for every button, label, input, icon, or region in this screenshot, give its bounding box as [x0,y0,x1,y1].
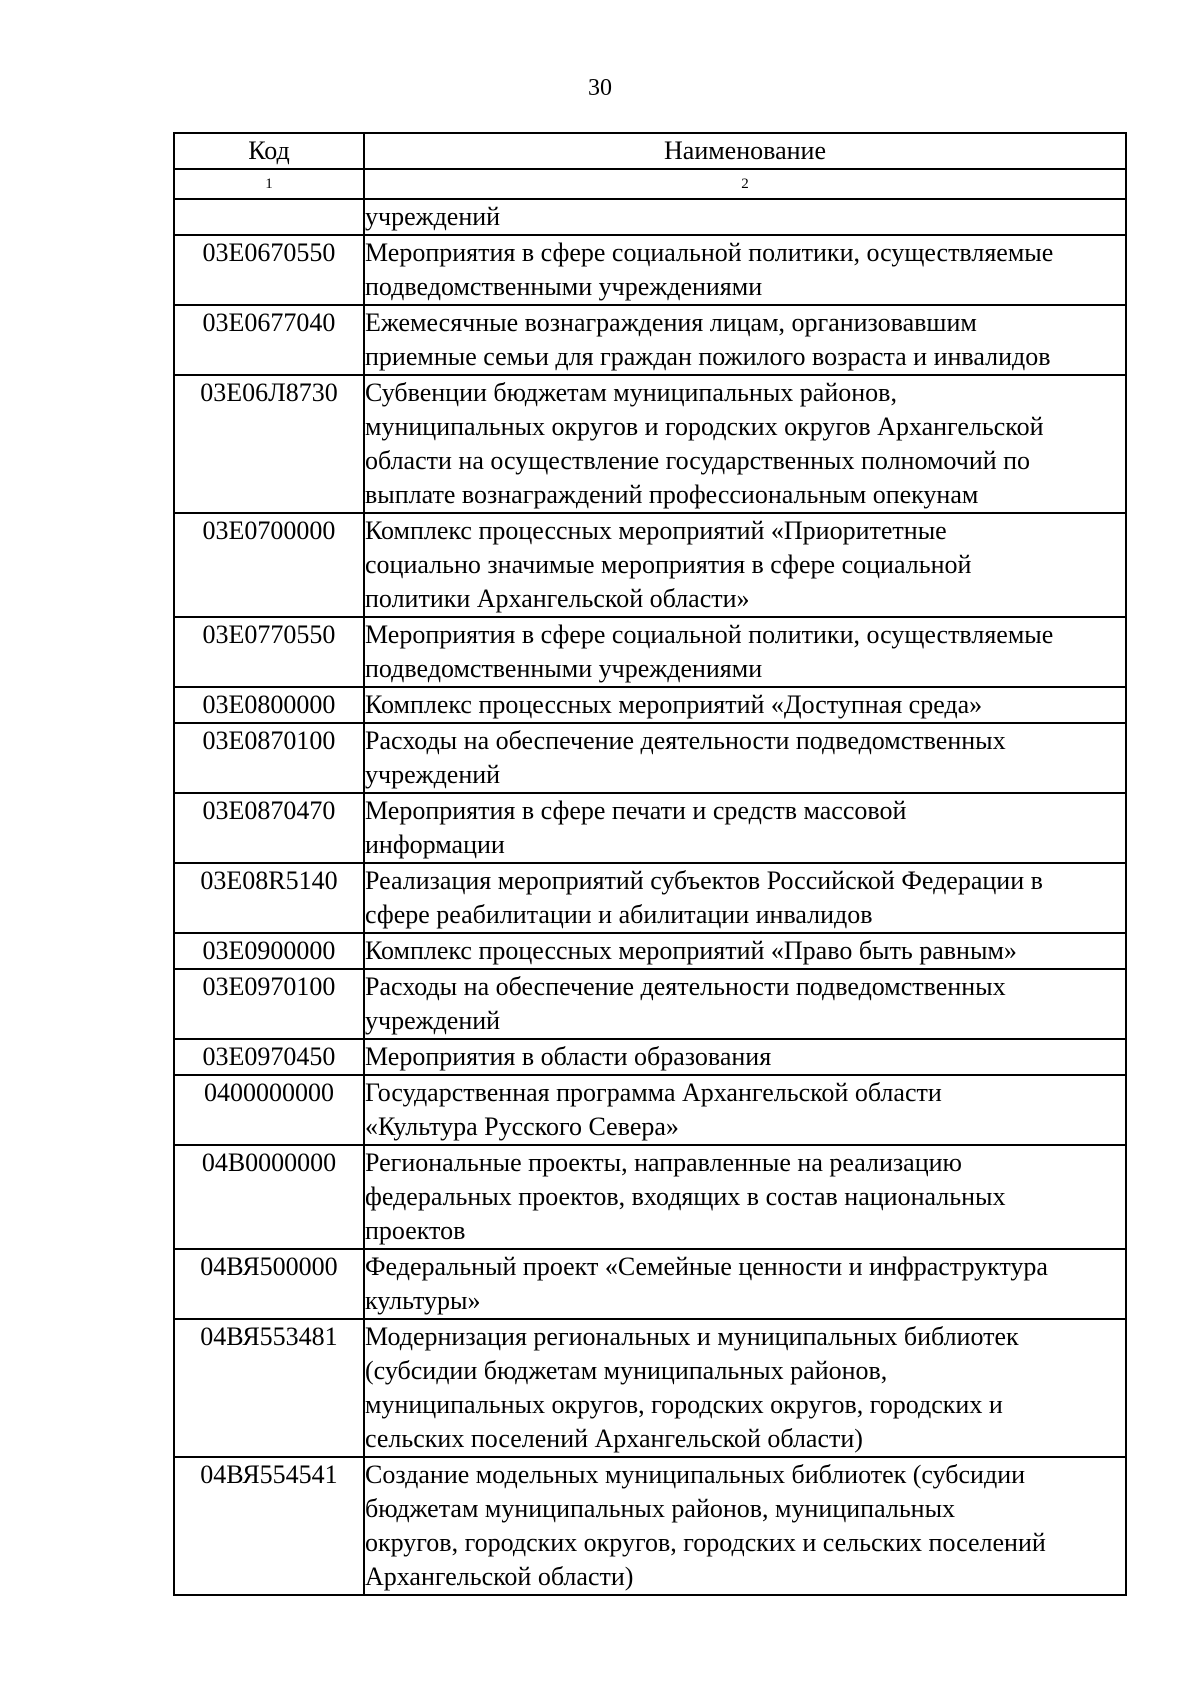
row-name-line: Реализация мероприятий субъектов Российской Федерации в [365,866,1043,895]
table-row [174,235,1126,305]
row-name [364,1319,1126,1457]
row-name-line: Федеральный проект «Семейные ценности и инфраструктура [365,1252,1048,1281]
row-code: 03Е0970450 [174,1039,364,1075]
row-name-line: Мероприятия в сфере социальной политики, осуществляемые [365,238,1054,267]
row-name [364,933,1126,969]
table-row [174,793,1126,863]
row-name-line: Создание модельных муниципальных библиотек (субсидии [365,1460,1026,1489]
row-name-line: Комплекс процессных мероприятий «Право быть равным» [365,936,1017,965]
row-name-line: Архангельской области) [365,1562,634,1591]
column-index-1: 1 [174,169,364,199]
row-code: 03Е0900000 [174,933,364,969]
row-name-line: Субвенции бюджетам муниципальных районов, [365,378,897,407]
table-row [174,1319,1126,1457]
row-name [364,1039,1126,1075]
table-row [174,863,1126,933]
row-name-line: сельских поселений Архангельской области) [365,1424,863,1453]
row-name-line: Комплекс процессных мероприятий «Доступная среда» [365,690,983,719]
row-code: 04В0000000 [174,1145,364,1249]
row-code: 04ВЯ500000 [174,1249,364,1319]
table-row [174,617,1126,687]
row-name-line: бюджетам муниципальных районов, муниципальных [365,1494,956,1523]
table-row [174,1145,1126,1249]
row-name-line: сфере реабилитации и абилитации инвалидов [365,900,873,929]
row-code [174,199,364,235]
row-name [364,1457,1126,1595]
table-row [174,1457,1126,1595]
row-name [364,375,1126,513]
row-name-line: политики Архангельской области» [365,584,750,613]
row-name [364,863,1126,933]
budget-classification-table [173,132,1127,1596]
table-body [174,199,1126,1595]
row-code: 03Е0970100 [174,969,364,1039]
table-row [174,687,1126,723]
row-name [364,969,1126,1039]
table-row [174,513,1126,617]
row-name-line: Расходы на обеспечение деятельности подведомственных [365,972,1006,1001]
row-name-line: Комплекс процессных мероприятий «Приоритетные [365,516,947,545]
row-code: 03Е0870470 [174,793,364,863]
row-name-line: учреждений [365,202,501,231]
row-name [364,617,1126,687]
row-name [364,793,1126,863]
row-name-line: подведомственными учреждениями [365,654,763,683]
row-name [364,1145,1126,1249]
row-code: 0400000000 [174,1075,364,1145]
row-name [364,235,1126,305]
row-code: 03Е0770550 [174,617,364,687]
row-code: 03Е0870100 [174,723,364,793]
row-code: 03Е08R5140 [174,863,364,933]
row-code: 04ВЯ553481 [174,1319,364,1457]
row-name-line: информации [365,830,505,859]
row-code: 03Е0800000 [174,687,364,723]
row-name-line: Модернизация региональных и муниципальных библиотек [365,1322,1019,1351]
row-code: 04ВЯ554541 [174,1457,364,1595]
table-row [174,1039,1126,1075]
row-name [364,1075,1126,1145]
row-name-line: учреждений [365,760,501,789]
row-name-line: муниципальных округов, городских округов, городских и [365,1390,1003,1419]
table-header-row [174,133,1126,169]
row-name-line: Мероприятия в сфере печати и средств массовой [365,796,907,825]
row-name [364,687,1126,723]
table-row [174,375,1126,513]
row-name-line: выплате вознаграждений профессиональным опекунам [365,480,979,509]
row-name [364,199,1126,235]
row-name-line: приемные семьи для граждан пожилого возраста и инвалидов [365,342,1051,371]
row-name-line: Региональные проекты, направленные на реализацию [365,1148,962,1177]
table-row [174,969,1126,1039]
header-name: Наименование [364,133,1126,169]
column-index-row [174,169,1126,199]
row-name-line: социально значимые мероприятия в сфере социальной [365,550,972,579]
row-name-line: Мероприятия в сфере социальной политики, осуществляемые [365,620,1054,649]
header-code: Код [174,133,364,169]
row-name-line: Расходы на обеспечение деятельности подведомственных [365,726,1006,755]
row-name-line: Государственная программа Архангельской области [365,1078,942,1107]
row-code: 03Е0677040 [174,305,364,375]
table-row [174,933,1126,969]
row-name [364,723,1126,793]
row-name-line: (субсидии бюджетам муниципальных районов, [365,1356,888,1385]
row-name-line: области на осуществление государственных полномочий по [365,446,1031,475]
row-name-line: федеральных проектов, входящих в состав национальных [365,1182,1006,1211]
table-row [174,305,1126,375]
table-row [174,199,1126,235]
row-name-line: «Культура Русского Севера» [365,1112,679,1141]
row-name-line: учреждений [365,1006,501,1035]
row-code: 03Е0670550 [174,235,364,305]
table-row [174,1075,1126,1145]
row-name [364,513,1126,617]
table-row [174,1249,1126,1319]
row-code: 03Е0700000 [174,513,364,617]
table-row [174,723,1126,793]
row-name-line: Мероприятия в области образования [365,1042,772,1071]
row-name-line: проектов [365,1216,466,1245]
row-name-line: муниципальных округов и городских округов Архангельской [365,412,1044,441]
page-number: 30 [588,75,612,101]
column-index-2: 2 [364,169,1126,199]
row-name [364,305,1126,375]
row-code: 03Е06Л8730 [174,375,364,513]
row-name-line: культуры» [365,1286,481,1315]
row-name [364,1249,1126,1319]
row-name-line: подведомственными учреждениями [365,272,763,301]
row-name-line: Ежемесячные вознаграждения лицам, организовавшим [365,308,977,337]
row-name-line: округов, городских округов, городских и сельских поселений [365,1528,1046,1557]
